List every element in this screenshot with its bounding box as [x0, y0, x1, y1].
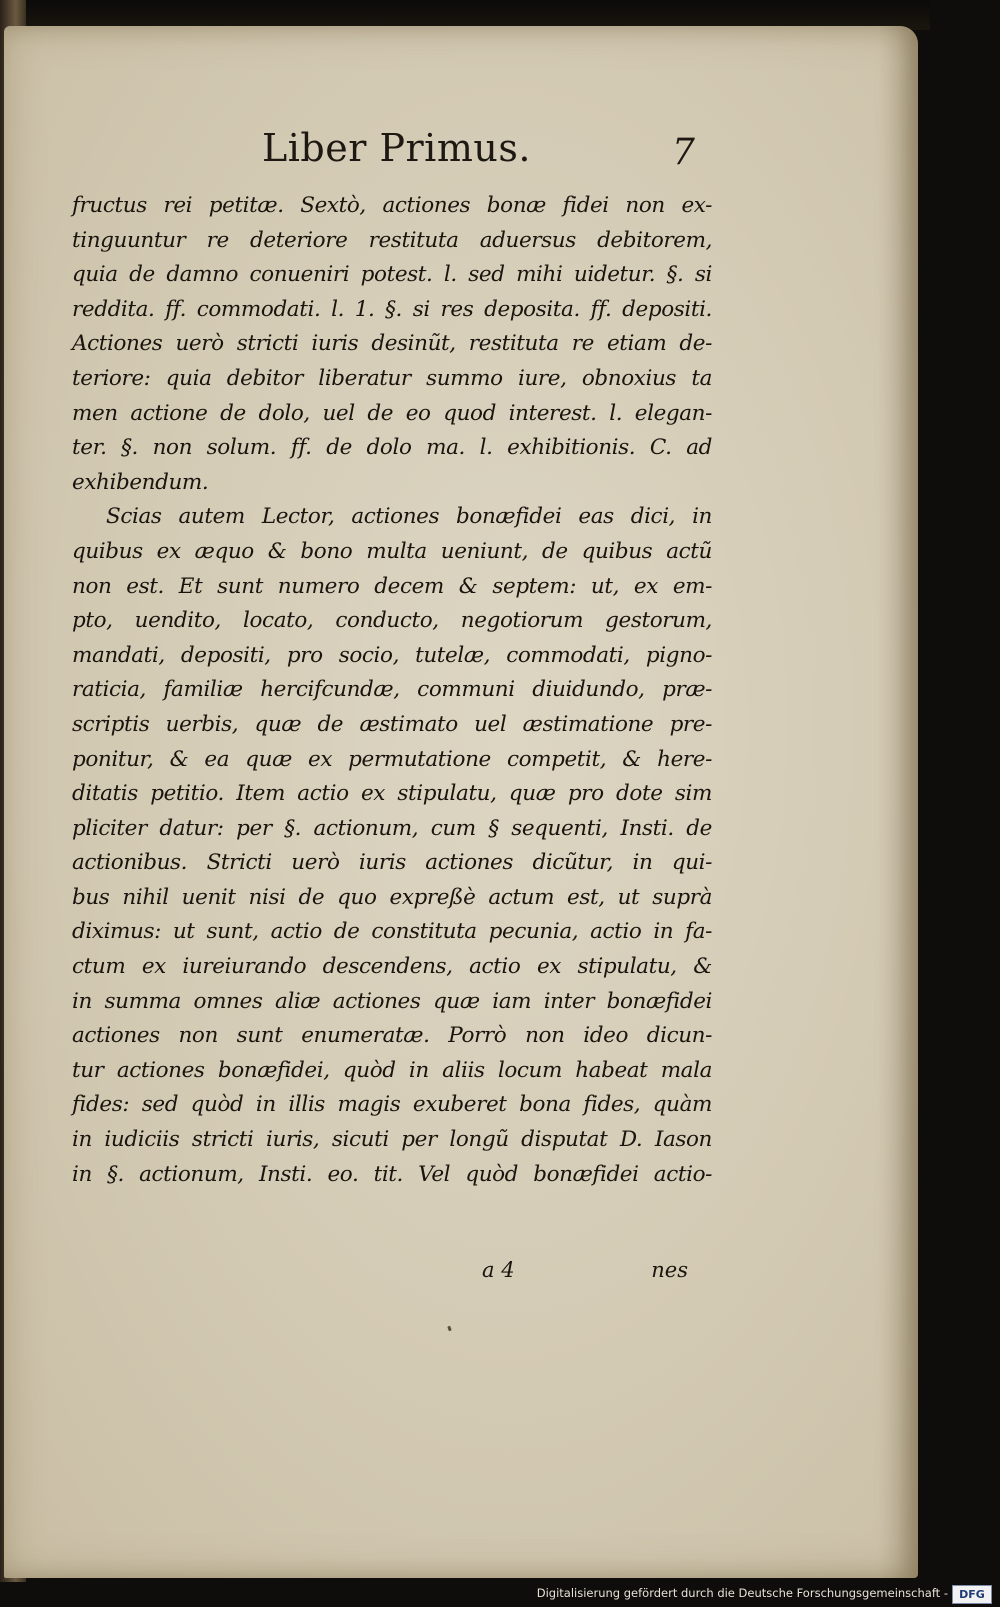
text-line: teriore: quia debitor liberatur summo iure, obnoxius ta — [72, 365, 712, 391]
text-line: fructus rei petitæ. Sextò, actiones bonæ fidei non ex- — [72, 193, 712, 218]
text-line: tur actiones bonæfidei, quòd in aliis locum habeat mala — [72, 1057, 712, 1083]
paper-speck — [447, 1326, 452, 1332]
text-line: in iudiciis stricti iuris, sicuti per longũ disputat D. Iason — [72, 1127, 712, 1153]
text-line: men actione de dolo, uel de eo quod interest. l. elegan- — [72, 400, 712, 426]
text-line: Actiones uerò stricti iuris desinũt, restituta re etiam de- — [72, 331, 712, 357]
text-line: reddita. ff. commodati. l. 1. §. si res deposita. ff. depositi. — [72, 296, 712, 322]
dfg-logo-icon: DFG — [952, 1585, 992, 1604]
text-line: ditatis petitio. Item actio ex stipulatu, quæ pro dote sim — [72, 781, 712, 807]
book-page — [4, 26, 918, 1578]
page-footer — [72, 1258, 688, 1298]
text-line: non est. Et sunt numero decem & septem: ut, ex em- — [72, 573, 712, 599]
text-line: pliciter datur: per §. actionum, cum § sequenti, Insti. de — [72, 815, 712, 841]
text-line: quibus ex æquo & bono multa ueniunt, de quibus actũ — [72, 538, 712, 564]
text-line: mandati, depositi, pro socio, tutelæ, commodati, pigno- — [72, 642, 712, 668]
text-line: tinguuntur re deteriore restituta aduersus debitorem, — [72, 227, 712, 253]
text-line: diximus: ut sunt, actio de constituta pecunia, actio in fa- — [72, 919, 712, 945]
text-line: ponitur, & ea quæ ex permutatione competit, & here- — [72, 746, 712, 772]
page-header — [4, 126, 918, 186]
page-number: 7 — [672, 132, 695, 173]
running-head: Liber Primus. — [262, 126, 531, 170]
text-line: actionibus. Stricti uerò iuris actiones dicũtur, in qui- — [72, 850, 712, 876]
text-line: in §. actionum, Insti. eo. tit. Vel quòd bonæfidei actio- — [72, 1161, 712, 1187]
text-line: exhibendum. — [72, 469, 209, 495]
text-line: pto, uendito, locato, conducto, negotiorum gestorum, — [72, 608, 712, 634]
text-line: actiones non sunt enumeratæ. Porrò non ideo dicun- — [72, 1023, 712, 1049]
page-edge-shade — [878, 26, 918, 1578]
text-line: ter. §. non solum. ff. de dolo ma. l. exhibitionis. C. ad — [72, 435, 712, 461]
text-line: in summa omnes aliæ actiones quæ iam inter bonæfidei — [72, 988, 712, 1014]
paragraph-start-line: Scias autem Lector, actiones bonæfidei eas dici, in — [106, 504, 712, 530]
text-line: ctum ex iureiurando descendens, actio ex stipulatu, & — [72, 954, 712, 980]
credit-bar — [0, 1582, 1000, 1607]
text-line: fides: sed quòd in illis magis exuberet bona fides, quàm — [72, 1092, 712, 1118]
funding-credit: Digitalisierung gefördert durch die Deutsche Forschungsgemeinschaft - — [536, 1586, 948, 1600]
body-text — [72, 189, 712, 1192]
text-line: raticia, familiæ hercifcundæ, communi diuidundo, præ- — [72, 677, 712, 703]
catchword: nes — [651, 1258, 688, 1282]
text-line: scriptis uerbis, quæ de æstimato uel æstimatione pre- — [72, 711, 712, 737]
text-line: bus nihil uenit nisi de quo expreßè actum est, ut suprà — [72, 884, 712, 910]
signature-mark: a 4 — [482, 1258, 515, 1282]
text-line: quia de damno conueniri potest. l. sed mihi uidetur. §. si — [72, 262, 712, 288]
